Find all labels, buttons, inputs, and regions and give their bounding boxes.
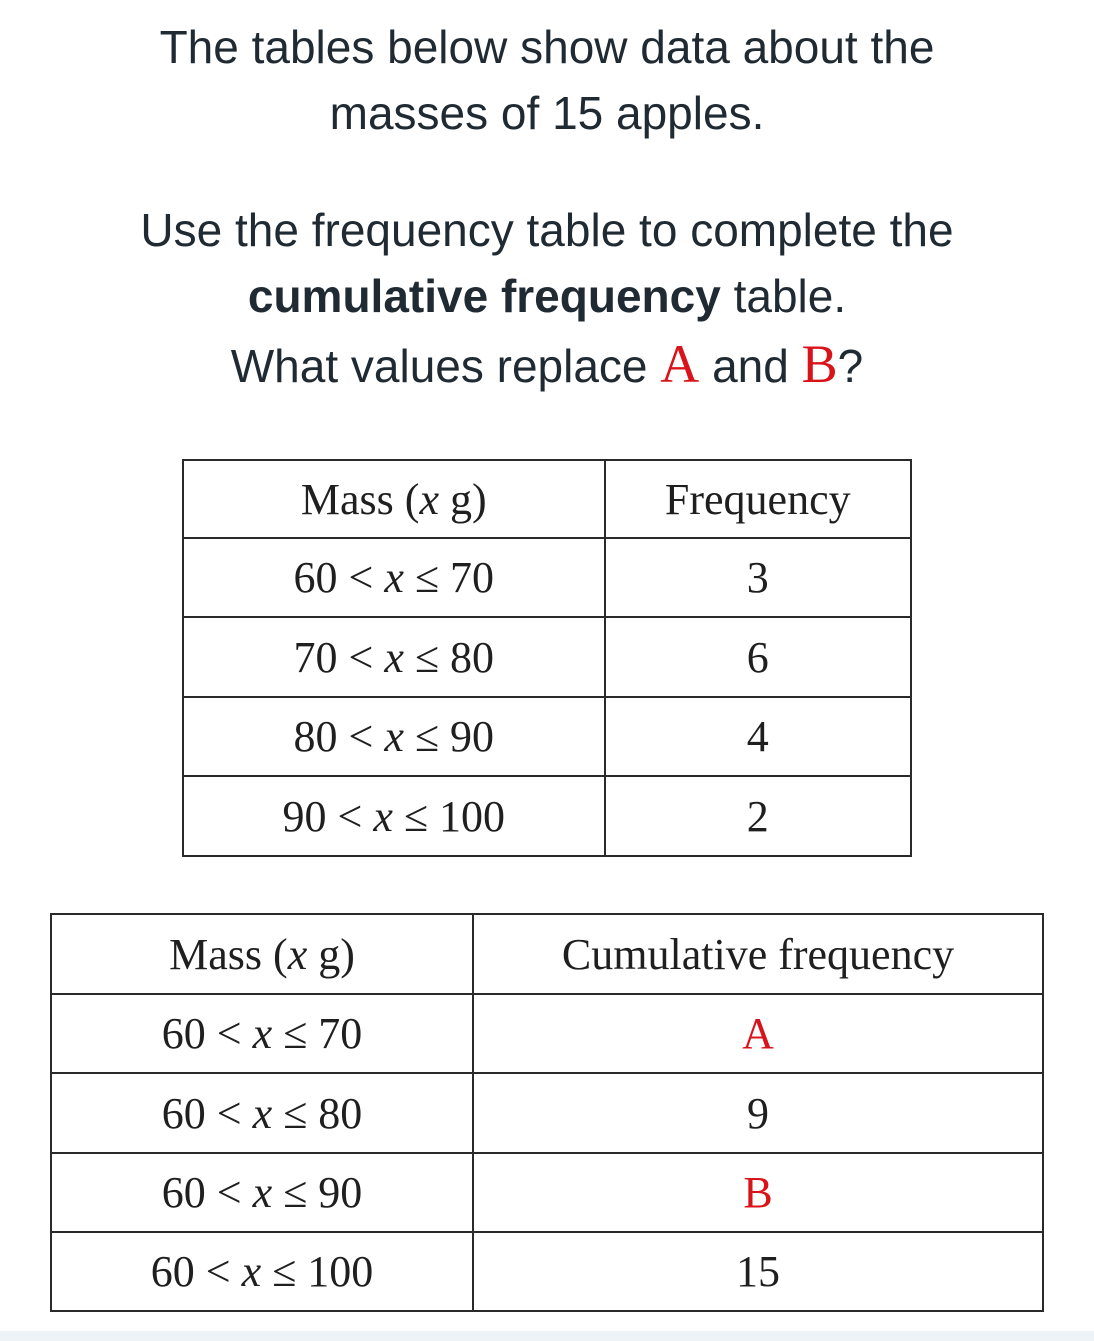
table-header-row: [183, 460, 911, 538]
frequency-value: 2: [605, 776, 911, 856]
question-line-4: cumulative frequency table.: [247, 270, 847, 322]
bottom-divider: [0, 1331, 1094, 1341]
cumulative-value: 15: [473, 1232, 1043, 1311]
frequency-value: 4: [605, 697, 911, 776]
table-row: [183, 538, 911, 617]
table-header-row: [51, 914, 1043, 994]
cumulative-frequency-table: [50, 913, 1044, 1312]
bold-term: cumulative frequency: [247, 270, 721, 322]
frequency-value: 3: [605, 538, 911, 617]
cumulative-value-a: A: [473, 994, 1043, 1073]
question-line-3: Use the frequency table to complete the: [140, 204, 954, 256]
frequency-value: 6: [605, 617, 911, 697]
table-row: [183, 697, 911, 776]
table-row: [51, 1232, 1043, 1311]
cumulative-value-b: B: [473, 1153, 1043, 1232]
mass-range: 60 < x ≤ 100: [51, 1232, 473, 1311]
table-row: [51, 994, 1043, 1073]
mass-range: 60 < x ≤ 70: [51, 994, 473, 1073]
frequency-header: Frequency: [605, 460, 911, 538]
question-line-2: masses of 15 apples.: [329, 87, 765, 139]
table-row: [51, 1153, 1043, 1232]
mass-range: 90 < x ≤ 100: [183, 776, 605, 856]
mass-header: Mass (x g): [51, 914, 473, 994]
mass-range: 80 < x ≤ 90: [183, 697, 605, 776]
table-row: [183, 776, 911, 856]
question-line-1: The tables below show data about the: [159, 21, 935, 73]
table-row: [183, 617, 911, 697]
cumulative-frequency-header: Cumulative frequency: [473, 914, 1043, 994]
frequency-table: [182, 459, 912, 857]
letter-a: A: [660, 334, 700, 394]
mass-range: 60 < x ≤ 80: [51, 1073, 473, 1153]
mass-range: 60 < x ≤ 70: [183, 538, 605, 617]
question-line-5: What values replace A and B?: [230, 334, 864, 394]
mass-header: Mass (x g): [183, 460, 605, 538]
table-row: [51, 1073, 1043, 1153]
mass-range: 70 < x ≤ 80: [183, 617, 605, 697]
cumulative-value: 9: [473, 1073, 1043, 1153]
letter-b: B: [801, 334, 838, 394]
mass-range: 60 < x ≤ 90: [51, 1153, 473, 1232]
